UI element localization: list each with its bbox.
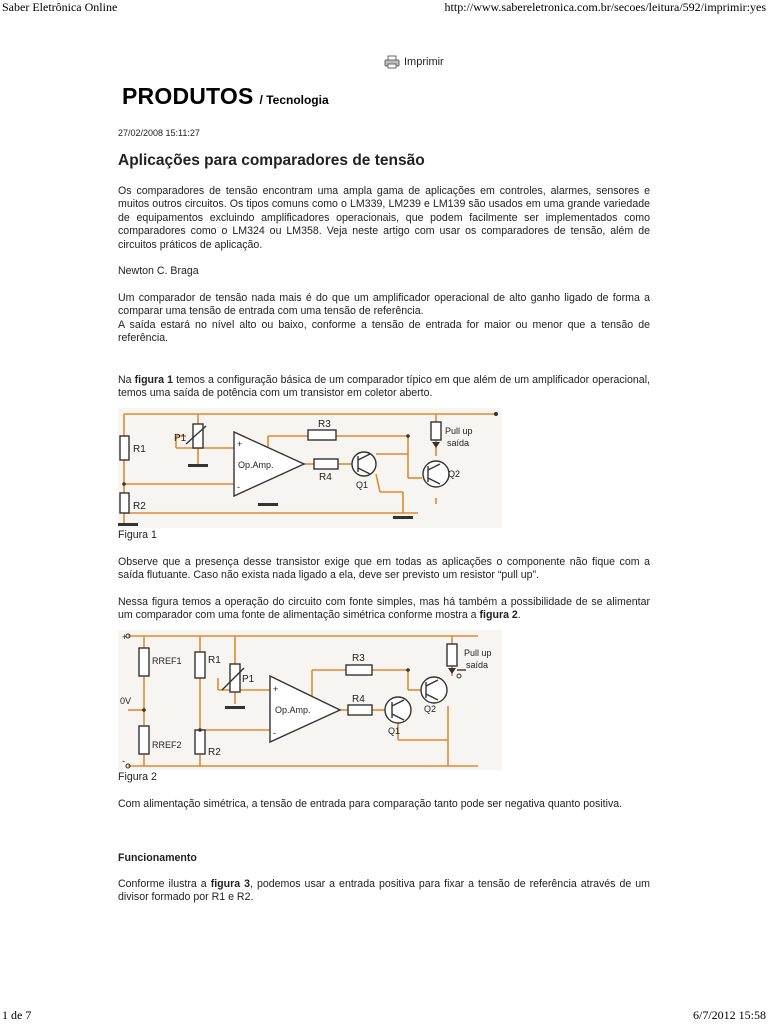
p6-text: Conforme ilustra a bbox=[118, 878, 211, 890]
fig2-label-rref1: RREF1 bbox=[152, 656, 182, 666]
fig1-pullup: Pull up bbox=[445, 426, 473, 436]
fig1-label-r1: R1 bbox=[133, 444, 146, 455]
paragraph-6 bbox=[118, 878, 650, 905]
figure-2-caption: Figura 2 bbox=[118, 771, 157, 783]
p2-text: Na bbox=[118, 374, 135, 386]
fig2-minus: - bbox=[273, 728, 276, 738]
fig1-opamp-label: Op.Amp. bbox=[238, 460, 274, 470]
paragraph-1a: Um comparador de tensão nada mais é do que um amplificador operacional de alto ganho ligado de forma a comparar uma tensão de entrada com uma tensão de referência. bbox=[118, 292, 650, 318]
fig2-label-r2: R2 bbox=[208, 747, 221, 758]
fig2-label-r4: R4 bbox=[352, 694, 365, 705]
p6-text-end: , podemos usar a entrada positiva para fixar a tensão de referência através de um divisor formado por R1 e R2. bbox=[118, 878, 650, 904]
print-footer-datetime: 6/7/2012 15:58 bbox=[692, 1008, 766, 1022]
fig2-label-rref2: RREF2 bbox=[152, 740, 182, 750]
section-title bbox=[122, 83, 329, 110]
fig2-label-p1: P1 bbox=[242, 674, 255, 685]
fig1-plus: + bbox=[237, 439, 243, 449]
article-title: Aplicações para comparadores de tensão bbox=[118, 152, 425, 169]
figure-1-caption: Figura 1 bbox=[118, 529, 157, 541]
author: Newton C. Braga bbox=[118, 265, 199, 277]
print-label: Imprimir bbox=[404, 56, 444, 68]
fig1-saida: saída bbox=[447, 438, 470, 448]
printer-icon bbox=[384, 55, 400, 69]
fig1-label-r4: R4 bbox=[319, 472, 332, 483]
fig2-zero-volt: 0V bbox=[120, 696, 132, 706]
fig2-label-q1: Q1 bbox=[388, 726, 401, 736]
fig1-label-q2: Q2 bbox=[448, 469, 461, 479]
print-header-site: Saber Eletrônica Online bbox=[2, 0, 118, 14]
fig2-opamp-label: Op.Amp. bbox=[275, 705, 311, 715]
fig2-vminus: - bbox=[122, 756, 125, 766]
fig2-label-q2: Q2 bbox=[424, 704, 437, 714]
figure-2 bbox=[118, 630, 502, 770]
section-name: PRODUTOS bbox=[122, 83, 254, 109]
fig1-label-p1: P1 bbox=[174, 433, 187, 444]
p4-text: Nessa figura temos a operação do circuito com fonte simples, mas há também a possibilidade de se alimentar um comparador com uma fonte de alimentação simétrica conforme mostra a bbox=[118, 596, 650, 622]
p2-text-end: temos a configuração básica de um comparador típico em que além de um amplificador operacional, temos uma saída de potência com um transistor em coletor aberto. bbox=[118, 374, 650, 400]
fig1-minus: - bbox=[237, 482, 240, 492]
fig2-vplus: + bbox=[122, 632, 128, 642]
paragraph-3: Observe que a presença desse transistor exige que em todas as aplicações o componente não fique com a saída flutuante. Caso não exista nada ligado a ela, deve ser previsto um resistor “pull up”. bbox=[118, 556, 650, 582]
fig1-label-r2: R2 bbox=[133, 501, 146, 512]
print-button[interactable] bbox=[384, 55, 444, 69]
fig1-label-q1: Q1 bbox=[356, 480, 369, 490]
subheading-funcionamento: Funcionamento bbox=[118, 852, 197, 864]
paragraph-4 bbox=[118, 596, 650, 623]
paragraph-2 bbox=[118, 374, 650, 401]
print-header-url: http://www.sabereletronica.com.br/secoes/leitura/592/imprimir:yes bbox=[444, 0, 766, 14]
fig2-pullup: Pull up bbox=[464, 648, 492, 658]
fig1-label-r3: R3 bbox=[318, 419, 331, 430]
article-date: 27/02/2008 15:11:27 bbox=[118, 128, 200, 138]
figure-ref-3: figura 3 bbox=[210, 878, 251, 890]
section-subtitle: / Tecnologia bbox=[259, 93, 329, 107]
fig2-plus: + bbox=[273, 684, 279, 694]
intro-paragraph: Os comparadores de tensão encontram uma ampla gama de aplicações em controles, alarmes, sensores e muitos outros circuitos. Os tipos comuns como o LM339, LM239 e LM139 são usados em uma grande variedade de equipamentos excluindo amplificadores operacionais, que podem facilmente ser implementados como comparadores como o LM324 ou LM358. Veja neste artigo com usar os comparadores de tensão, além de circuitos práticos de aplicação. bbox=[118, 185, 650, 251]
fig2-label-r1: R1 bbox=[208, 655, 221, 666]
fig2-saida: saída bbox=[466, 660, 489, 670]
print-footer-page: 1 de 7 bbox=[2, 1008, 32, 1022]
paragraph-5: Com alimentação simétrica, a tensão de entrada para comparação tanto pode ser negativa quanto positiva. bbox=[118, 798, 623, 810]
figure-ref-1: figura 1 bbox=[134, 374, 173, 386]
paragraph-1b: A saída estará no nível alto ou baixo, conforme a tensão de entrada for maior ou menor que a tensão de referência. bbox=[118, 319, 650, 345]
figure-1 bbox=[118, 408, 502, 528]
figure-ref-2: figura 2 bbox=[479, 609, 518, 622]
p4-text-end: . bbox=[517, 609, 521, 622]
fig2-label-r3: R3 bbox=[352, 653, 365, 664]
